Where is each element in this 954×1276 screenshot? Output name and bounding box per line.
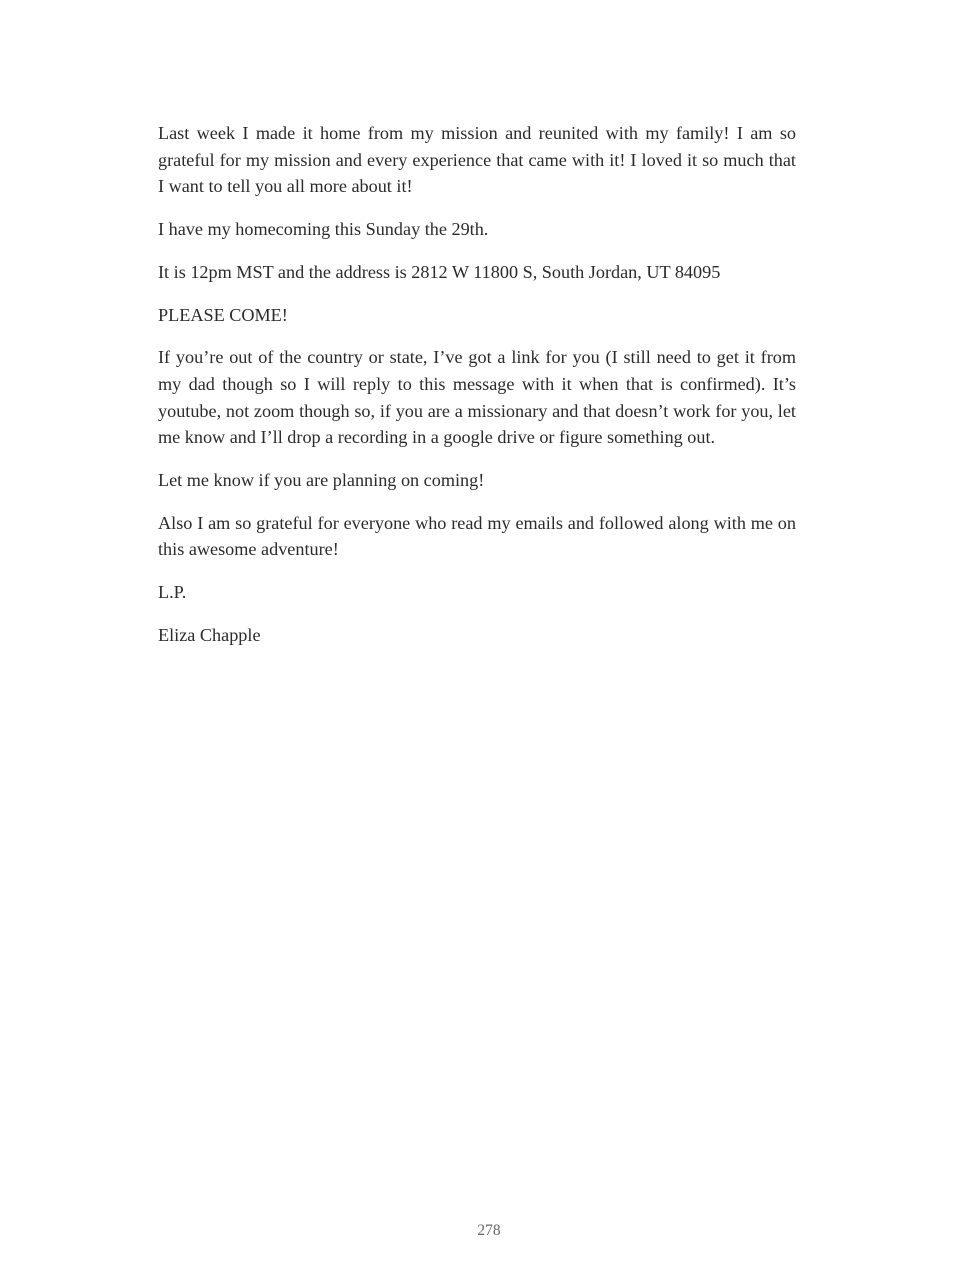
paragraph-gratitude: Also I am so grateful for everyone who read my emails and followed along with me on this awesome adventure! (158, 512, 796, 560)
paragraph-livestream-info: If you’re out of the country or state, I’ve got a link for you (I still need to get it from my dad though so I will reply to this message with it when that is confirmed). It’s youtube, not zoom though so, if you are a missionary and that doesn’t work for you, let me know and I’ll drop a recording in a google drive or figure something out. (158, 347, 796, 448)
paragraph-please-come: PLEASE COME! (158, 304, 288, 325)
paragraph-intro: Last week I made it home from my mission and reunited with my family! I am so grateful for my mission and every experience that came with it! I loved it so much that I want to tell you all more about it! (158, 123, 796, 197)
paragraph-signature: Eliza Chapple (158, 624, 261, 645)
paragraph-homecoming-date: I have my homecoming this Sunday the 29th. (158, 219, 489, 240)
paragraph-signoff: L.P. (158, 582, 187, 603)
paragraph-rsvp: Let me know if you are planning on coming! (158, 470, 485, 491)
letter-body (158, 120, 796, 665)
page-number: 278 (477, 1222, 501, 1239)
paragraph-address: It is 12pm MST and the address is 2812 W 11800 S, South Jordan, UT 84095 (158, 261, 721, 282)
